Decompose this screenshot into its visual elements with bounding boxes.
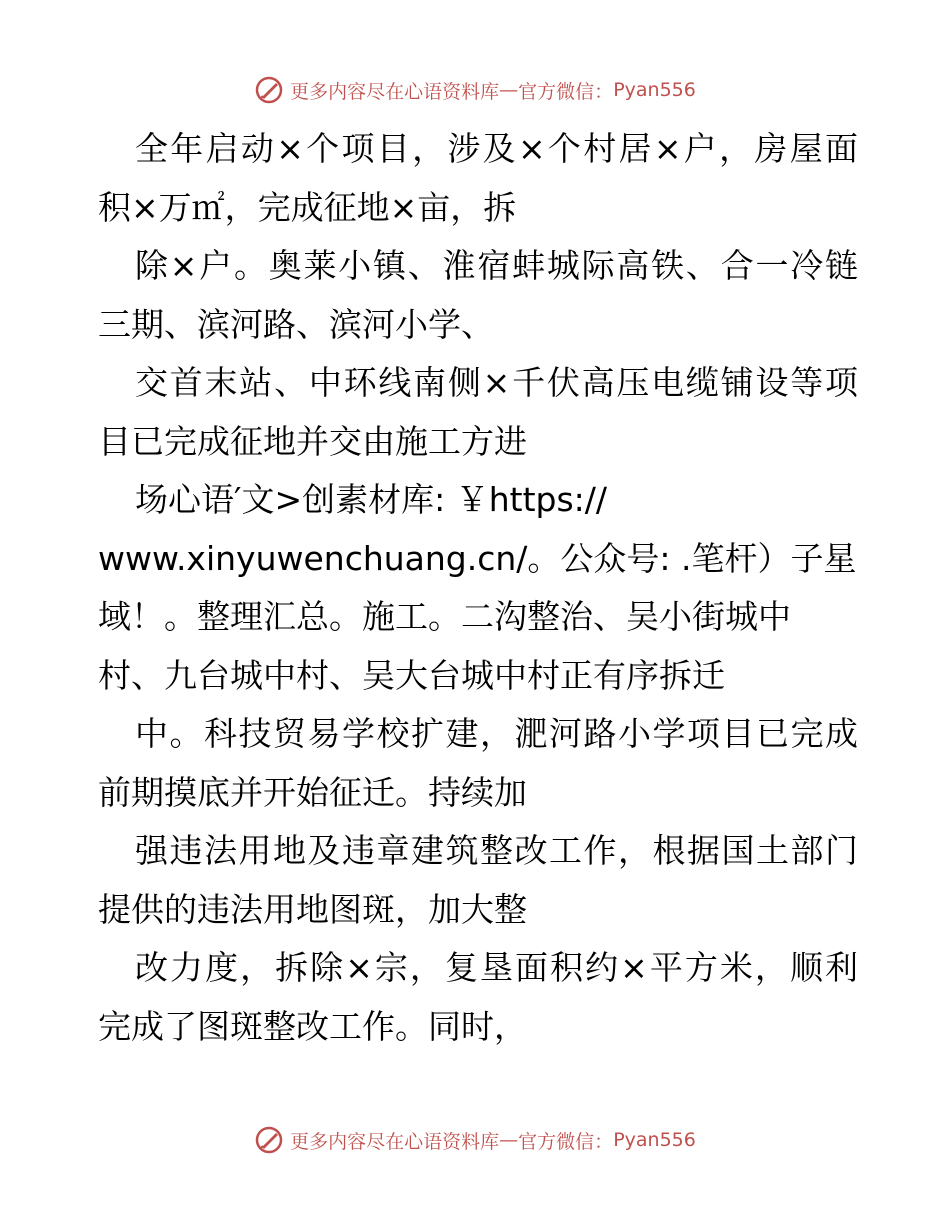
body-line: 目已完成征地并交由施工方进: [98, 421, 527, 461]
quill-seal-icon: [254, 1125, 284, 1155]
document-body: [98, 120, 858, 1056]
header-dash: —: [499, 79, 519, 101]
body-line: 提供的违法用地图斑，加大整: [98, 889, 527, 929]
header-wechat-label: 官方微信：: [518, 80, 614, 103]
footer-wechat-label: 官方微信：: [518, 1130, 614, 1153]
body-line: 完成了图斑整改工作。同时，: [98, 1006, 527, 1046]
body-line: 三期、滨河路、滨河小学、: [98, 304, 494, 344]
body-line: 交首末站、中环线南侧×千伏高压电缆铺设等项: [135, 363, 858, 402]
footer-wechat-id: Pyan556: [613, 1129, 696, 1151]
header-banner: [0, 70, 950, 110]
body-line: 前期摸底并开始征迁。持续加: [98, 772, 527, 812]
body-line: 积×万㎡，完成征地×亩，拆: [98, 187, 517, 227]
body-line: www.xinyuwenchuang.cn/。公众号: .笔杆）子星: [98, 538, 857, 578]
body-line: 改力度，拆除×宗，复垦面积约×平方米，顺利: [135, 948, 858, 987]
footer-site-text: 更多内容尽在心语资料库: [290, 1130, 500, 1153]
footer-dash: —: [499, 1129, 519, 1151]
body-line: 强违法用地及违章建筑整改工作，根据国土部门: [135, 831, 858, 870]
body-line: 域！。整理汇总。施工。二沟整治、吴小街城中: [98, 597, 791, 636]
footer-banner: [0, 1120, 950, 1160]
body-line: 全年启动×个项目，涉及×个村居×户，房屋面: [135, 129, 858, 168]
header-site-text: 更多内容尽在心语资料库: [290, 80, 500, 103]
quill-seal-icon: [254, 75, 284, 105]
body-line: 场心语′文>创素材库: ￥https://: [135, 480, 608, 519]
header-wechat-id: Pyan556: [613, 79, 696, 101]
body-line: 村、九台城中村、吴大台城中村正有序拆迁: [98, 655, 725, 695]
body-line: 除×户。奥莱小镇、淮宿蚌城际高铁、合一冷链: [135, 246, 858, 285]
body-line: 中。科技贸易学校扩建，淝河路小学项目已完成: [135, 714, 858, 753]
